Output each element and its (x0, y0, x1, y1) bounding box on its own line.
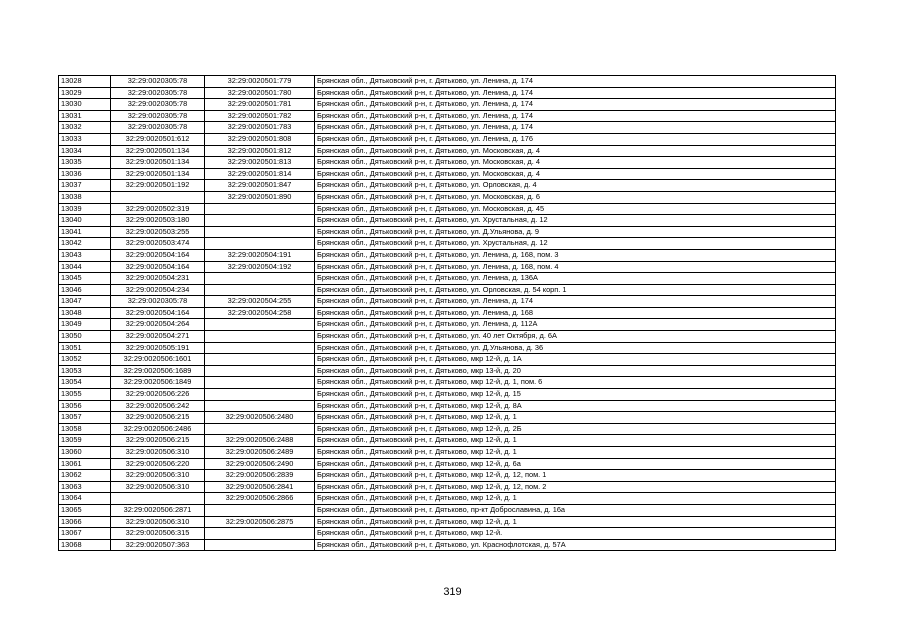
cadastral-number-cell: 32:29:0020504:234 (111, 284, 205, 296)
row-number-cell: 13048 (59, 307, 111, 319)
table-row (59, 493, 836, 505)
address-cell: Брянская обл., Дятьковский р-н, г. Дятьково, мкр 12-й, д. 15 (315, 389, 836, 401)
address-cell: Брянская обл., Дятьковский р-н, г. Дятьково, ул. Краснофлотская, д. 57А (315, 539, 836, 551)
table-row (59, 528, 836, 540)
cadastral-number-cell: 32:29:0020504:164 (111, 261, 205, 273)
premises-cadastral-number-cell: 32:29:0020506:2488 (205, 435, 315, 447)
table-row (59, 481, 836, 493)
cadastral-number-cell: 32:29:0020503:255 (111, 226, 205, 238)
address-cell: Брянская обл., Дятьковский р-н, г. Дятьково, мкр 12-й. (315, 528, 836, 540)
premises-cadastral-number-cell: 32:29:0020501:782 (205, 110, 315, 122)
premises-cadastral-number-cell (205, 215, 315, 227)
premises-cadastral-number-cell: 32:29:0020501:812 (205, 145, 315, 157)
row-number-cell: 13056 (59, 400, 111, 412)
table-row (59, 249, 836, 261)
table-row (59, 377, 836, 389)
table-row (59, 354, 836, 366)
table-row (59, 203, 836, 215)
table-row (59, 110, 836, 122)
address-cell: Брянская обл., Дятьковский р-н, г. Дятьково, пр-кт Доброславина, д. 16а (315, 504, 836, 516)
table-row (59, 238, 836, 250)
address-cell: Брянская обл., Дятьковский р-н, г. Дятьково, мкр 12-й, д. 12, пом. 2 (315, 481, 836, 493)
address-cell: Брянская обл., Дятьковский р-н, г. Дятьково, ул. Ленина, д. 174 (315, 87, 836, 99)
row-number-cell: 13037 (59, 180, 111, 192)
row-number-cell: 13032 (59, 122, 111, 134)
row-number-cell: 13052 (59, 354, 111, 366)
table-row (59, 157, 836, 169)
address-cell: Брянская обл., Дятьковский р-н, г. Дятьково, мкр 12-й, д. 1 (315, 447, 836, 459)
address-cell: Брянская обл., Дятьковский р-н, г. Дятьково, ул. Московская, д. 45 (315, 203, 836, 215)
cadastral-number-cell (111, 191, 205, 203)
row-number-cell: 13036 (59, 168, 111, 180)
table-row (59, 191, 836, 203)
row-number-cell: 13053 (59, 365, 111, 377)
cadastral-number-cell: 32:29:0020501:612 (111, 133, 205, 145)
cadastral-number-cell: 32:29:0020506:2871 (111, 504, 205, 516)
cadastral-number-cell: 32:29:0020506:310 (111, 447, 205, 459)
cadastral-number-cell: 32:29:0020503:180 (111, 215, 205, 227)
premises-cadastral-number-cell: 32:29:0020504:191 (205, 249, 315, 261)
address-cell: Брянская обл., Дятьковский р-н, г. Дятьково, мкр 12-й, д. 1 (315, 516, 836, 528)
premises-cadastral-number-cell (205, 203, 315, 215)
address-cell: Брянская обл., Дятьковский р-н, г. Дятьково, ул. Орловская, д. 4 (315, 180, 836, 192)
row-number-cell: 13063 (59, 481, 111, 493)
premises-cadastral-number-cell: 32:29:0020504:255 (205, 296, 315, 308)
row-number-cell: 13061 (59, 458, 111, 470)
cadastral-number-cell: 32:29:0020506:2486 (111, 423, 205, 435)
cadastral-number-cell: 32:29:0020506:215 (111, 435, 205, 447)
premises-cadastral-number-cell (205, 284, 315, 296)
cadastral-number-cell: 32:29:0020506:242 (111, 400, 205, 412)
row-number-cell: 13047 (59, 296, 111, 308)
table-row (59, 423, 836, 435)
cadastral-number-cell: 32:29:0020506:310 (111, 481, 205, 493)
row-number-cell: 13035 (59, 157, 111, 169)
table-row (59, 435, 836, 447)
address-cell: Брянская обл., Дятьковский р-н, г. Дятьково, мкр 12-й, д. 6а (315, 458, 836, 470)
premises-cadastral-number-cell: 32:29:0020501:813 (205, 157, 315, 169)
premises-cadastral-number-cell: 32:29:0020506:2480 (205, 412, 315, 424)
row-number-cell: 13049 (59, 319, 111, 331)
table-row (59, 365, 836, 377)
row-number-cell: 13033 (59, 133, 111, 145)
address-cell: Брянская обл., Дятьковский р-н, г. Дятьково, мкр 12-й, д. 2Б (315, 423, 836, 435)
table-row (59, 516, 836, 528)
cadastral-number-cell: 32:29:0020506:1689 (111, 365, 205, 377)
table-row (59, 319, 836, 331)
row-number-cell: 13031 (59, 110, 111, 122)
address-cell: Брянская обл., Дятьковский р-н, г. Дятьково, ул. 40 лет Октября, д. 6А (315, 331, 836, 343)
row-number-cell: 13038 (59, 191, 111, 203)
table-body (59, 76, 836, 551)
table-row (59, 447, 836, 459)
row-number-cell: 13051 (59, 342, 111, 354)
premises-cadastral-number-cell: 32:29:0020501:808 (205, 133, 315, 145)
premises-cadastral-number-cell: 32:29:0020506:2839 (205, 470, 315, 482)
premises-cadastral-number-cell (205, 226, 315, 238)
cadastral-number-cell: 32:29:0020507:363 (111, 539, 205, 551)
cadastral-number-cell: 32:29:0020506:310 (111, 516, 205, 528)
premises-cadastral-number-cell (205, 238, 315, 250)
cadastral-number-cell: 32:29:0020502:319 (111, 203, 205, 215)
address-cell: Брянская обл., Дятьковский р-н, г. Дятьково, мкр 12-й, д. 1 (315, 435, 836, 447)
row-number-cell: 13030 (59, 99, 111, 111)
cadastral-number-cell: 32:29:0020504:271 (111, 331, 205, 343)
table-row (59, 87, 836, 99)
premises-cadastral-number-cell (205, 377, 315, 389)
address-cell: Брянская обл., Дятьковский р-н, г. Дятьково, мкр 12-й, д. 8А (315, 400, 836, 412)
row-number-cell: 13054 (59, 377, 111, 389)
address-cell: Брянская обл., Дятьковский р-н, г. Дятьково, ул. Ленина, д. 136А (315, 273, 836, 285)
row-number-cell: 13050 (59, 331, 111, 343)
address-cell: Брянская обл., Дятьковский р-н, г. Дятьково, ул. Ленина, д. 112А (315, 319, 836, 331)
premises-cadastral-number-cell: 32:29:0020506:2875 (205, 516, 315, 528)
cadastral-number-cell: 32:29:0020504:231 (111, 273, 205, 285)
table-row (59, 76, 836, 88)
cadastral-number-cell: 32:29:0020506:310 (111, 470, 205, 482)
cadastral-number-cell: 32:29:0020503:474 (111, 238, 205, 250)
row-number-cell: 13055 (59, 389, 111, 401)
premises-cadastral-number-cell (205, 331, 315, 343)
cadastral-number-cell: 32:29:0020501:134 (111, 145, 205, 157)
premises-cadastral-number-cell (205, 528, 315, 540)
row-number-cell: 13064 (59, 493, 111, 505)
table-row (59, 145, 836, 157)
table-row (59, 400, 836, 412)
address-cell: Брянская обл., Дятьковский р-н, г. Дятьково, ул. Ленина, д. 176 (315, 133, 836, 145)
row-number-cell: 13067 (59, 528, 111, 540)
cadastral-number-cell: 32:29:0020501:134 (111, 157, 205, 169)
address-cell: Брянская обл., Дятьковский р-н, г. Дятьково, мкр 12-й, д. 1, пом. 6 (315, 377, 836, 389)
cadastral-number-cell: 32:29:0020501:134 (111, 168, 205, 180)
table-row (59, 168, 836, 180)
cadastral-number-cell: 32:29:0020504:164 (111, 307, 205, 319)
table-row (59, 226, 836, 238)
address-cell: Брянская обл., Дятьковский р-н, г. Дятьково, мкр 12-й, д. 1 (315, 493, 836, 505)
address-cell: Брянская обл., Дятьковский р-н, г. Дятьково, ул. Ленина, д. 174 (315, 296, 836, 308)
address-cell: Брянская обл., Дятьковский р-н, г. Дятьково, ул. Ленина, д. 168 (315, 307, 836, 319)
table-row (59, 412, 836, 424)
table-row (59, 122, 836, 134)
row-number-cell: 13065 (59, 504, 111, 516)
table-row (59, 261, 836, 273)
table-row (59, 133, 836, 145)
premises-cadastral-number-cell (205, 504, 315, 516)
premises-cadastral-number-cell (205, 342, 315, 354)
premises-cadastral-number-cell: 32:29:0020501:780 (205, 87, 315, 99)
row-number-cell: 13028 (59, 76, 111, 88)
table-row (59, 539, 836, 551)
cadastral-number-cell: 32:29:0020305:78 (111, 99, 205, 111)
cadastral-number-cell: 32:29:0020506:315 (111, 528, 205, 540)
cadastral-number-cell (111, 493, 205, 505)
premises-cadastral-number-cell (205, 423, 315, 435)
premises-cadastral-number-cell (205, 389, 315, 401)
premises-cadastral-number-cell (205, 400, 315, 412)
premises-cadastral-number-cell (205, 273, 315, 285)
row-number-cell: 13040 (59, 215, 111, 227)
table-row (59, 389, 836, 401)
table-row (59, 342, 836, 354)
table-row (59, 504, 836, 516)
premises-cadastral-number-cell (205, 539, 315, 551)
address-cell: Брянская обл., Дятьковский р-н, г. Дятьково, ул. Московская, д. 4 (315, 168, 836, 180)
address-cell: Брянская обл., Дятьковский р-н, г. Дятьково, ул. Московская, д. 4 (315, 145, 836, 157)
row-number-cell: 13066 (59, 516, 111, 528)
address-cell: Брянская обл., Дятьковский р-н, г. Дятьково, ул. Ленина, д. 168, пом. 4 (315, 261, 836, 273)
address-cell: Брянская обл., Дятьковский р-н, г. Дятьково, ул. Хрустальная, д. 12 (315, 215, 836, 227)
cadastral-number-cell: 32:29:0020305:78 (111, 76, 205, 88)
address-cell: Брянская обл., Дятьковский р-н, г. Дятьково, ул. Ленина, д. 174 (315, 110, 836, 122)
row-number-cell: 13029 (59, 87, 111, 99)
premises-cadastral-number-cell: 32:29:0020501:814 (205, 168, 315, 180)
address-cell: Брянская обл., Дятьковский р-н, г. Дятьково, мкр 12-й, д. 1 (315, 412, 836, 424)
row-number-cell: 13043 (59, 249, 111, 261)
premises-cadastral-number-cell: 32:29:0020504:192 (205, 261, 315, 273)
cadastral-register-table (58, 75, 836, 551)
row-number-cell: 13042 (59, 238, 111, 250)
address-cell: Брянская обл., Дятьковский р-н, г. Дятьково, мкр 12-й, д. 12, пом. 1 (315, 470, 836, 482)
row-number-cell: 13058 (59, 423, 111, 435)
row-number-cell: 13041 (59, 226, 111, 238)
address-cell: Брянская обл., Дятьковский р-н, г. Дятьково, ул. Ленина, д. 174 (315, 122, 836, 134)
row-number-cell: 13059 (59, 435, 111, 447)
row-number-cell: 13057 (59, 412, 111, 424)
row-number-cell: 13039 (59, 203, 111, 215)
table-row (59, 307, 836, 319)
table-row (59, 215, 836, 227)
premises-cadastral-number-cell (205, 319, 315, 331)
cadastral-number-cell: 32:29:0020506:215 (111, 412, 205, 424)
row-number-cell: 13034 (59, 145, 111, 157)
address-cell: Брянская обл., Дятьковский р-н, г. Дятьково, ул. Д.Ульянова, д. 36 (315, 342, 836, 354)
premises-cadastral-number-cell: 32:29:0020506:2841 (205, 481, 315, 493)
premises-cadastral-number-cell: 32:29:0020501:890 (205, 191, 315, 203)
table-row (59, 331, 836, 343)
address-cell: Брянская обл., Дятьковский р-н, г. Дятьково, ул. Орловская, д. 54 корп. 1 (315, 284, 836, 296)
cadastral-number-cell: 32:29:0020506:1849 (111, 377, 205, 389)
address-cell: Брянская обл., Дятьковский р-н, г. Дятьково, ул. Московская, д. 6 (315, 191, 836, 203)
address-cell: Брянская обл., Дятьковский р-н, г. Дятьково, мкр 12-й, д. 1А (315, 354, 836, 366)
table-row (59, 296, 836, 308)
address-cell: Брянская обл., Дятьковский р-н, г. Дятьково, ул. Ленина, д. 174 (315, 76, 836, 88)
premises-cadastral-number-cell: 32:29:0020504:258 (205, 307, 315, 319)
address-cell: Брянская обл., Дятьковский р-н, г. Дятьково, мкр 13-й, д. 20 (315, 365, 836, 377)
table-row (59, 470, 836, 482)
address-cell: Брянская обл., Дятьковский р-н, г. Дятьково, ул. Хрустальная, д. 12 (315, 238, 836, 250)
address-cell: Брянская обл., Дятьковский р-н, г. Дятьково, ул. Московская, д. 4 (315, 157, 836, 169)
row-number-cell: 13060 (59, 447, 111, 459)
cadastral-number-cell: 32:29:0020305:78 (111, 122, 205, 134)
premises-cadastral-number-cell (205, 365, 315, 377)
row-number-cell: 13068 (59, 539, 111, 551)
cadastral-number-cell: 32:29:0020506:226 (111, 389, 205, 401)
premises-cadastral-number-cell (205, 354, 315, 366)
row-number-cell: 13044 (59, 261, 111, 273)
cadastral-number-cell: 32:29:0020504:164 (111, 249, 205, 261)
address-cell: Брянская обл., Дятьковский р-н, г. Дятьково, ул. Ленина, д. 174 (315, 99, 836, 111)
cadastral-number-cell: 32:29:0020305:78 (111, 110, 205, 122)
cadastral-number-cell: 32:29:0020501:192 (111, 180, 205, 192)
cadastral-number-cell: 32:29:0020506:1601 (111, 354, 205, 366)
cadastral-number-cell: 32:29:0020305:78 (111, 87, 205, 99)
premises-cadastral-number-cell: 32:29:0020506:2866 (205, 493, 315, 505)
cadastral-number-cell: 32:29:0020506:220 (111, 458, 205, 470)
table-row (59, 458, 836, 470)
row-number-cell: 13045 (59, 273, 111, 285)
table-row (59, 284, 836, 296)
premises-cadastral-number-cell: 32:29:0020501:781 (205, 99, 315, 111)
table-row (59, 180, 836, 192)
row-number-cell: 13062 (59, 470, 111, 482)
cadastral-number-cell: 32:29:0020505:191 (111, 342, 205, 354)
table-row (59, 99, 836, 111)
cadastral-number-cell: 32:29:0020305:78 (111, 296, 205, 308)
row-number-cell: 13046 (59, 284, 111, 296)
page-number: 319 (443, 586, 462, 598)
address-cell: Брянская обл., Дятьковский р-н, г. Дятьково, ул. Ленина, д. 168, пом. 3 (315, 249, 836, 261)
address-cell: Брянская обл., Дятьковский р-н, г. Дятьково, ул. Д.Ульянова, д. 9 (315, 226, 836, 238)
premises-cadastral-number-cell: 32:29:0020501:847 (205, 180, 315, 192)
premises-cadastral-number-cell: 32:29:0020501:779 (205, 76, 315, 88)
premises-cadastral-number-cell: 32:29:0020506:2489 (205, 447, 315, 459)
premises-cadastral-number-cell: 32:29:0020501:783 (205, 122, 315, 134)
table-row (59, 273, 836, 285)
cadastral-number-cell: 32:29:0020504:264 (111, 319, 205, 331)
premises-cadastral-number-cell: 32:29:0020506:2490 (205, 458, 315, 470)
